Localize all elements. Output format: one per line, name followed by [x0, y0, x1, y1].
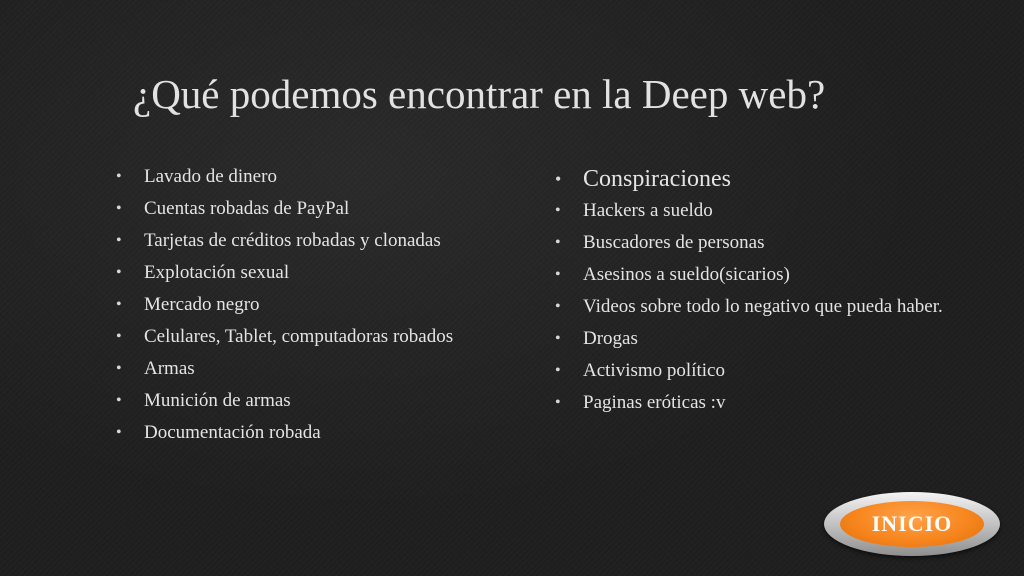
- list-item: [116, 321, 453, 353]
- list-item-text: Explotación sexual: [144, 262, 290, 283]
- list-item: [555, 323, 943, 355]
- left-bullet-list: [116, 161, 453, 449]
- list-item-text: Documentación robada: [144, 422, 321, 443]
- list-item: [116, 417, 453, 449]
- list-item-text: Lavado de dinero: [144, 166, 277, 187]
- list-item: [555, 195, 943, 227]
- bullet-icon: •: [555, 202, 561, 219]
- list-item: [555, 387, 943, 419]
- bullet-icon: •: [555, 266, 561, 283]
- list-item: [116, 257, 453, 289]
- list-item-text: Munición de armas: [144, 390, 291, 411]
- list-item: [116, 289, 453, 321]
- bullet-icon: •: [555, 234, 561, 251]
- list-item: [116, 193, 453, 225]
- slide-title: ¿Qué podemos encontrar en la Deep web?: [133, 71, 826, 117]
- list-item: [555, 227, 943, 259]
- inicio-button-rim[interactable]: [824, 492, 1000, 556]
- list-item-text: Armas: [144, 358, 195, 379]
- list-item: [116, 161, 453, 193]
- bullet-icon: •: [116, 328, 122, 345]
- inicio-button[interactable]: INICIO: [840, 501, 984, 547]
- list-item-text: Hackers a sueldo: [583, 200, 713, 221]
- list-item-text: Activismo político: [583, 360, 725, 381]
- bullet-icon: •: [116, 200, 122, 217]
- list-item-text: Celulares, Tablet, computadoras robados: [144, 326, 454, 347]
- bullet-icon: •: [116, 264, 122, 281]
- bullet-icon: •: [555, 394, 561, 411]
- bullet-icon: •: [116, 360, 122, 377]
- list-item-text: Buscadores de personas: [583, 232, 765, 253]
- right-bullet-list: [555, 163, 943, 419]
- list-item-text: Conspiraciones: [583, 166, 731, 192]
- bullet-icon: •: [555, 298, 561, 315]
- bullet-icon: •: [555, 362, 561, 379]
- list-item: [555, 163, 943, 195]
- bullet-icon: •: [116, 232, 122, 249]
- list-item-text: Asesinos a sueldo(sicarios): [583, 264, 790, 285]
- bullet-icon: •: [116, 168, 122, 185]
- bullet-icon: •: [116, 424, 122, 441]
- list-item: [555, 291, 943, 323]
- list-item: [555, 355, 943, 387]
- bullet-icon: •: [555, 330, 561, 347]
- list-item-text: Tarjetas de créditos robadas y clonadas: [144, 230, 441, 251]
- bullet-icon: •: [116, 296, 122, 313]
- list-item: [116, 225, 453, 257]
- list-item: [116, 385, 453, 417]
- bullet-icon: •: [116, 392, 122, 409]
- bullet-icon: •: [555, 169, 562, 189]
- list-item-text: Cuentas robadas de PayPal: [144, 198, 350, 219]
- list-item: [116, 353, 453, 385]
- list-item-text: Paginas eróticas :v: [583, 392, 726, 413]
- list-item-text: Videos sobre todo lo negativo que pueda haber.: [583, 296, 943, 317]
- list-item-text: Mercado negro: [144, 294, 260, 315]
- list-item-text: Drogas: [583, 328, 638, 349]
- list-item: [555, 259, 943, 291]
